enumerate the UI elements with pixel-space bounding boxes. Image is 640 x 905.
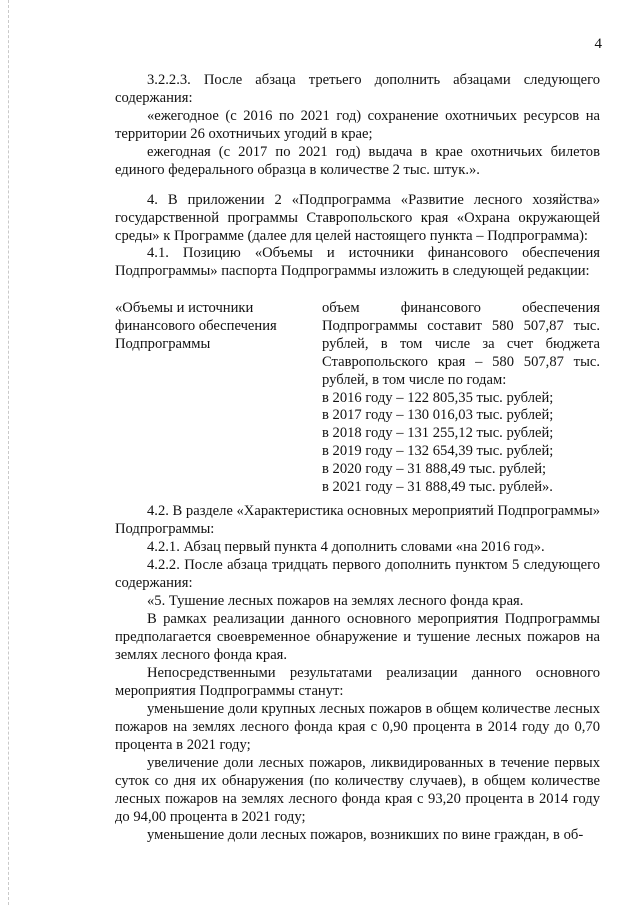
paragraph-4-2-1: 4.2.1. Абзац первый пункта 4 дополнить словами «на 2016 год». <box>147 539 545 555</box>
paragraph-3-2-2-3: 3.2.2.3. После абзаца третьего дополнить абзацами следующего содержания: <box>115 72 600 106</box>
paragraph-result-first-day: увеличение доли лесных пожаров, ликвидированных в течение первых суток со дня их обнаружения (по количеству случаев), в общем количестве лесных пожаров на землях лесного фонда края с 93,20 процента в 2014 году до 94,00 процента в 2021 году; <box>115 755 600 825</box>
paragraph-hunting-tickets: ежегодная (с 2017 по 2021 год) выдача в крае охотничьих билетов единого федерального образца в количестве 2 тыс. штук.». <box>115 144 600 178</box>
paragraph-item-5-title: «5. Тушение лесных пожаров на землях лесного фонда края. <box>147 593 524 609</box>
paragraph-result-citizen-fires: уменьшение доли лесных пожаров, возникших по вине граждан, в об- <box>147 827 584 843</box>
page-number: 4 <box>594 36 602 52</box>
paragraph-hunting-resources: «ежегодное (с 2016 по 2021 год) сохранение охотничьих ресурсов на территории 26 охотничьих угодий в крае; <box>115 108 600 142</box>
funding-year-2018: в 2018 году – 131 255,12 тыс. рублей; <box>322 425 554 442</box>
passport-position-label: «Объемы и источники финансового обеспечения Подпрограммы <box>115 300 277 352</box>
funding-year-2020: в 2020 году – 31 888,49 тыс. рублей; <box>322 461 547 478</box>
funding-intro: объем финансового обеспечения Подпрограммы составит 580 507,87 тыс. рублей, в том числе за счет бюджета Ставропольского края – 580 507,87 тыс. рублей, в том числе по годам: <box>322 300 600 388</box>
paragraph-4-2: 4.2. В разделе «Характеристика основных мероприятий Подпрограммы» Подпрограммы: <box>115 503 600 537</box>
funding-year-2016: в 2016 году – 122 805,35 тыс. рублей; <box>322 389 554 406</box>
funding-year-2021: в 2021 году – 31 888,49 тыс. рублей». <box>322 479 553 496</box>
paragraph-4-2-2: 4.2.2. После абзаца тридцать первого дополнить пунктом 5 следующего содержания: <box>115 557 600 591</box>
passport-position-value <box>322 300 600 497</box>
paragraph-result-large-fires: уменьшение доли крупных лесных пожаров в общем количестве лесных пожаров на землях лесного фонда края с 0,90 процента в 2014 году до 0,70 процента в 2021 году; <box>115 701 600 753</box>
scan-margin-line <box>8 0 9 905</box>
paragraph-item-5-description: В рамках реализации данного основного мероприятия Подпрограммы предполагается своевременное обнаружение и тушение лесных пожаров на землях лесного фонда края. <box>115 611 600 663</box>
paragraph-results-intro: Непосредственными результатами реализации данного основного мероприятия Подпрограммы станут: <box>115 665 600 699</box>
paragraph-4-1: 4.1. Позицию «Объемы и источники финансового обеспечения Подпрограммы» паспорта Подпрограммы изложить в следующей редакции: <box>115 245 600 279</box>
paragraph-section-4: 4. В приложении 2 «Подпрограмма «Развитие лесного хозяйства» государственной программы Ставропольского края «Охрана окружающей среды» к Программе (далее для целей настоящего пункта – Подпрограмма): <box>115 192 600 244</box>
funding-year-2019: в 2019 году – 132 654,39 тыс. рублей; <box>322 443 554 460</box>
funding-year-2017: в 2017 году – 130 016,03 тыс. рублей; <box>322 407 554 424</box>
